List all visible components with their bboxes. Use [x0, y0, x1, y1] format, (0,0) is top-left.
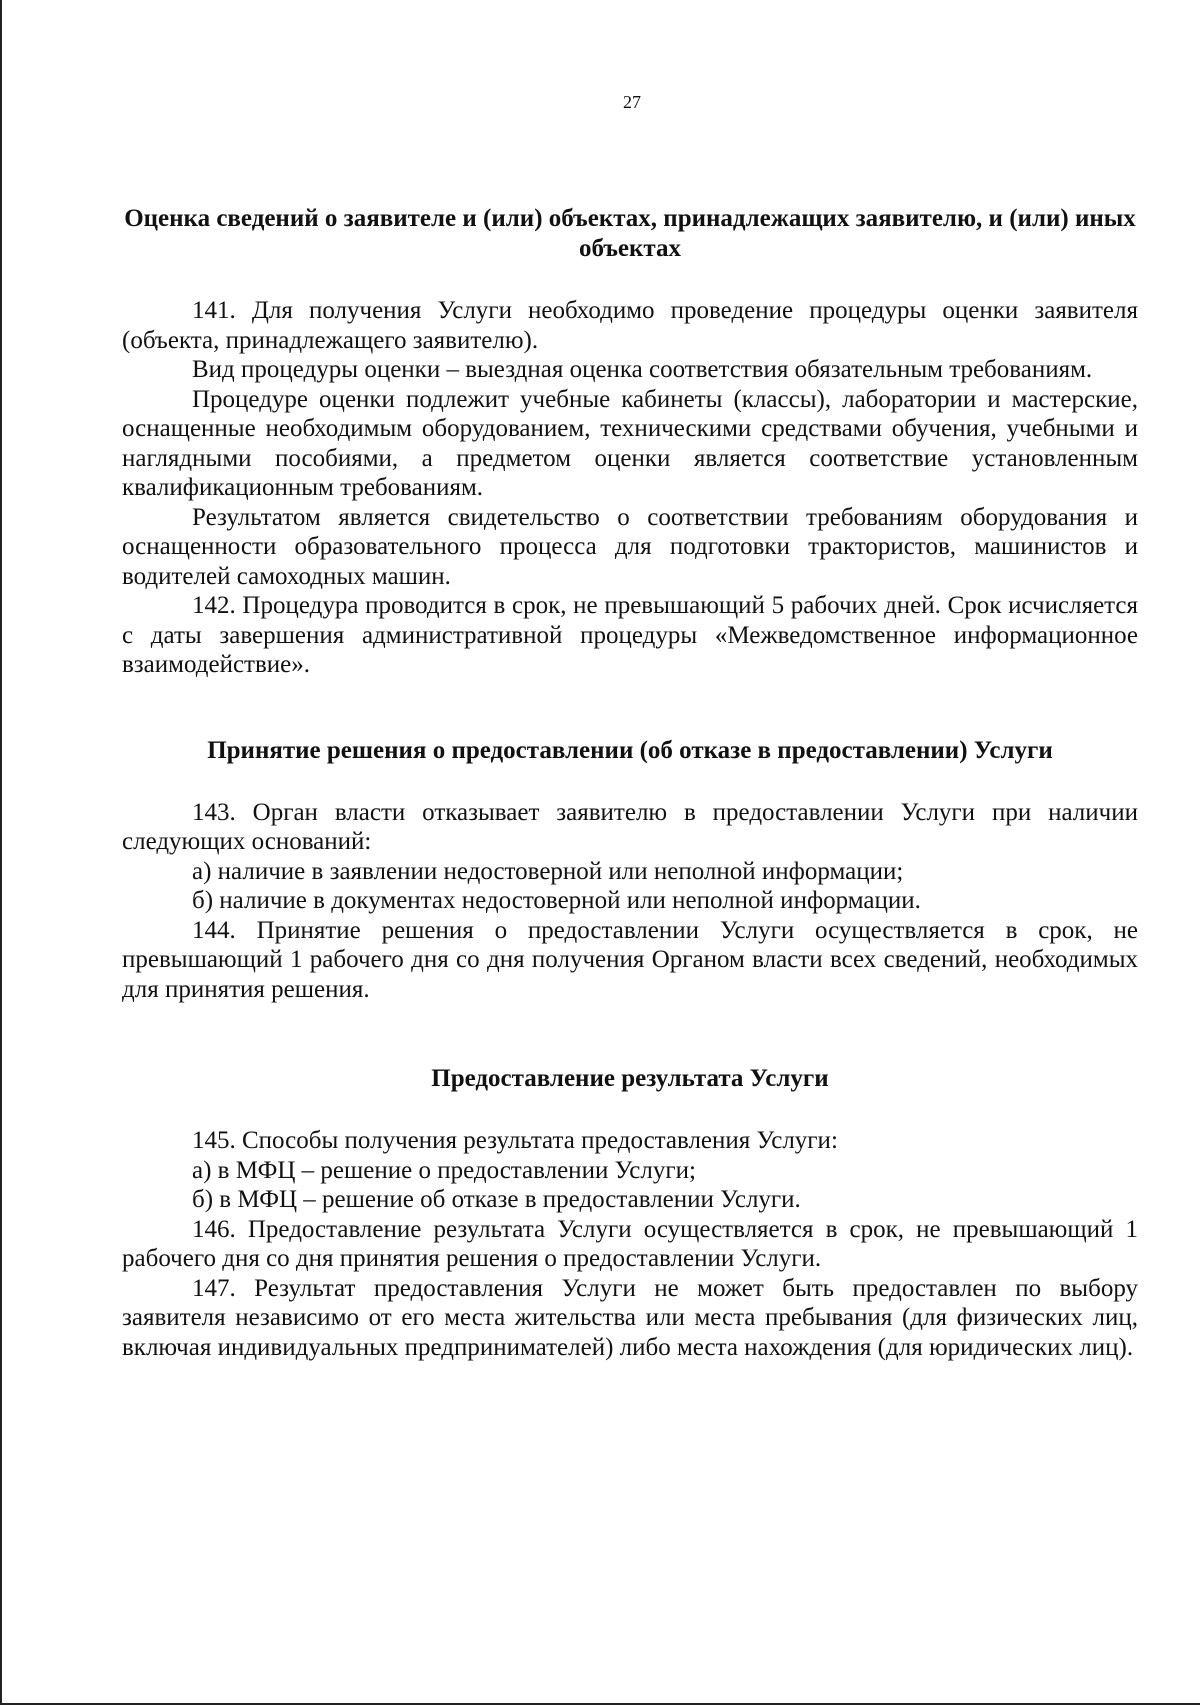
section-heading: Предоставление результата Услуги	[431, 1065, 829, 1092]
paragraph-145: 145. Способы получения результата предоставления Услуги:	[192, 1127, 838, 1154]
paragraph-141: 141. Для получения Услуги необходимо проведение процедуры оценки заявителя (объекта, принадлежащего заявителю).	[122, 297, 1138, 354]
section-assessment	[122, 204, 1138, 680]
paragraph-143-b: б) наличие в документах недостоверной или неполной информации.	[192, 887, 921, 914]
paragraph-143: 143. Орган власти отказывает заявителю в предоставлении Услуги при наличии следующих оснований:	[122, 798, 1138, 855]
paragraph-145-a: а) в МФЦ – решение о предоставлении Услуги;	[192, 1156, 696, 1184]
paragraph-146: 146. Предоставление результата Услуги осуществляется в срок, не превышающий 1 рабочего дня со дня принятия решения о предоставлении Услуги.	[122, 1215, 1138, 1272]
paragraph-147: 147. Результат предоставления Услуги не может быть предоставлен по выбору заявителя независимо от его места жительства или места пребывания (для физических лиц, включая индивидуальных предпринимателей) либо места нахождения (для юридических лиц).	[122, 1274, 1138, 1361]
section-heading: Оценка сведений о заявителе и (или) объектах, принадлежащих заявителю, и (или) иных объектах	[124, 205, 1136, 262]
section-decision	[122, 736, 1138, 1005]
paragraph-assessment-subject: Процедуре оценки подлежит учебные кабинеты (классы), лаборатории и мастерские, оснащенные необходимым оборудованием, техническими средствами обучения, учебными и наглядными пособиями, а предметом оценки является соответствие установленным квалификационным требованиям.	[122, 385, 1138, 501]
section-result	[122, 1064, 1138, 1362]
section-heading: Принятие решения о предоставлении (об отказе в предоставлении) Услуги	[207, 736, 1053, 764]
paragraph-assessment-result: Результатом является свидетельство о соответствии требованиям оборудования и оснащенности образовательного процесса для подготовки трактористов, машинистов и водителей самоходных машин.	[122, 503, 1138, 590]
paragraph-145-b: б) в МФЦ – решение об отказе в предоставлении Услуги.	[192, 1186, 801, 1213]
paragraph-144: 144. Принятие решения о предоставлении Услуги осуществляется в срок, не превышающий 1 рабочего дня со дня получения Органом власти всех сведений, необходимых для принятия решения.	[122, 916, 1138, 1003]
paragraph-assessment-type: Вид процедуры оценки – выездная оценка соответствия обязательным требованиям.	[192, 356, 1093, 383]
paragraph-142: 142. Процедура проводится в срок, не превышающий 5 рабочих дней. Срок исчисляется с даты завершения административной процедуры «Межведомственное информационное взаимодействие».	[122, 592, 1138, 678]
paragraph-143-a: а) наличие в заявлении недостоверной или неполной информации;	[192, 857, 904, 885]
document-body	[122, 204, 1138, 1362]
page-number: 27	[623, 92, 641, 112]
